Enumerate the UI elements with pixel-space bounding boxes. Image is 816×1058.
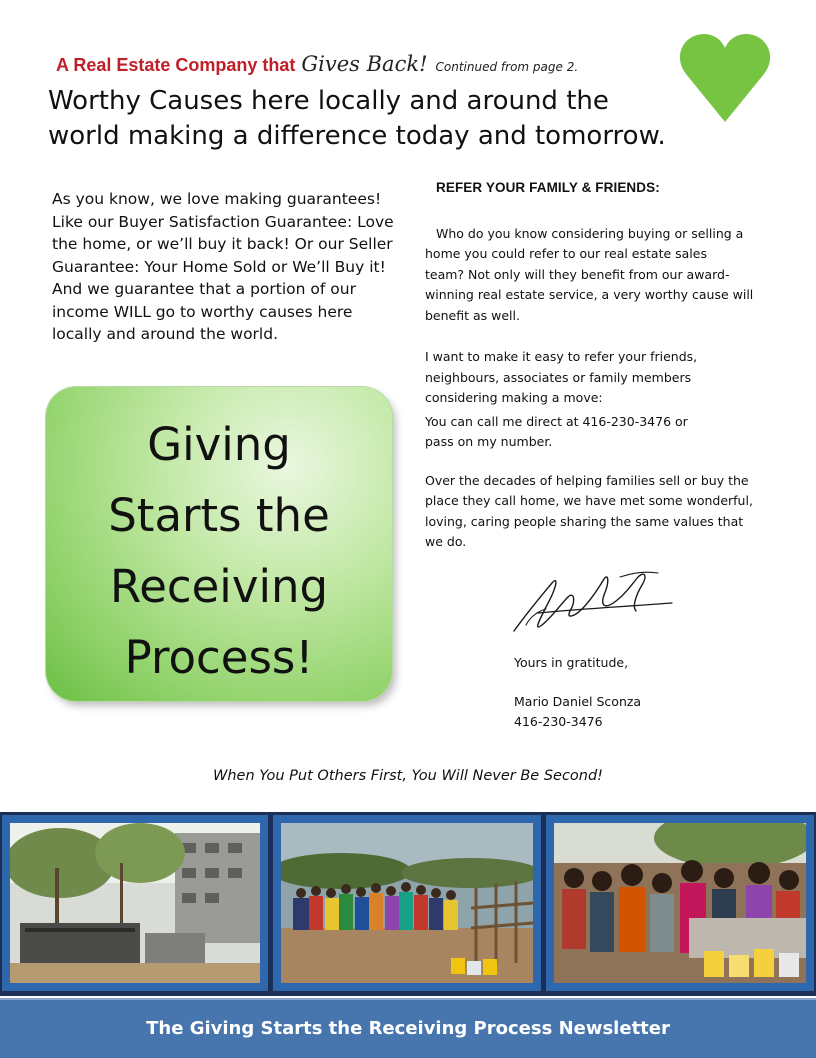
callout-line: Giving bbox=[147, 418, 291, 471]
refer-line: I want to make it easy to refer your friends, bbox=[425, 349, 698, 364]
crowd-photo bbox=[281, 823, 533, 983]
callout-box bbox=[46, 387, 392, 701]
intro-paragraph bbox=[52, 188, 392, 346]
headline-line: Worthy Causes here locally and around the bbox=[48, 86, 609, 116]
signer-name: Mario Daniel Sconza bbox=[514, 693, 642, 709]
continued-note: Continued from page 2. bbox=[435, 60, 579, 74]
signoff bbox=[514, 653, 641, 733]
photo-frame-crowd bbox=[273, 815, 541, 991]
refer-paragraph-2 bbox=[425, 347, 770, 409]
refer-paragraph-4 bbox=[425, 471, 770, 553]
callout-text bbox=[46, 409, 392, 693]
closing-text: Yours in gratitude, bbox=[514, 655, 629, 670]
intro-line: As you know, we love making guarantees! bbox=[52, 190, 382, 208]
refer-line: pass on my number. bbox=[425, 434, 553, 449]
photo-frame-construction bbox=[2, 815, 268, 991]
refer-line: neighbours, associates or family members bbox=[425, 369, 692, 385]
refer-paragraph-3 bbox=[425, 412, 770, 453]
closing-quote: When You Put Others First, You Will Never Be Second! bbox=[213, 768, 603, 784]
refer-line: place they call home, we have met some wonderful, bbox=[425, 493, 753, 508]
intro-line: income WILL go to worthy causes here bbox=[52, 302, 353, 321]
refer-line: loving, caring people sharing the same values that bbox=[425, 513, 744, 529]
photo-frame-children bbox=[546, 815, 814, 991]
heart-icon bbox=[680, 30, 770, 125]
callout-line: Receiving bbox=[109, 560, 329, 613]
photo-strip bbox=[0, 812, 816, 996]
refer-line: team? Not only will they benefit from our award- bbox=[425, 266, 730, 282]
header-line bbox=[56, 52, 578, 76]
children-photo bbox=[554, 823, 806, 983]
brand-tagline: A Real Estate Company that bbox=[56, 55, 296, 75]
refer-paragraph-1 bbox=[425, 224, 770, 327]
headline-line: world making a difference today and tomorrow. bbox=[48, 121, 666, 151]
signer-phone: 416-230-3476 bbox=[514, 714, 603, 729]
refer-heading: REFER YOUR FAMILY & FRIENDS: bbox=[436, 180, 660, 195]
refer-section bbox=[425, 178, 770, 553]
refer-line: home you could refer to our real estate sales bbox=[425, 246, 707, 261]
refer-line: considering making a move: bbox=[425, 390, 603, 405]
intro-line: Guarantee: Your Home Sold or We’ll Buy it! bbox=[52, 257, 386, 276]
gives-back-script: Gives Back! bbox=[301, 52, 428, 76]
refer-line: You can call me direct at 416-230-3476 or bbox=[425, 413, 688, 429]
refer-line: Over the decades of helping families sell or buy the bbox=[425, 472, 749, 488]
callout-line: Starts the bbox=[108, 489, 330, 542]
refer-line: we do. bbox=[425, 534, 467, 549]
callout-line: Process! bbox=[124, 631, 314, 684]
refer-line: winning real estate service, a very worthy cause will bbox=[425, 287, 754, 302]
newsletter-title: The Giving Starts the Receiving Process Newsletter bbox=[146, 1018, 670, 1039]
intro-line: Like our Buyer Satisfaction Guarantee: Love bbox=[52, 212, 394, 231]
intro-line: And we guarantee that a portion of our bbox=[52, 280, 356, 298]
construction-photo bbox=[10, 823, 260, 983]
refer-line: benefit as well. bbox=[425, 307, 520, 323]
headline bbox=[48, 84, 688, 154]
footer-bar bbox=[0, 998, 816, 1058]
signature bbox=[508, 565, 678, 643]
intro-line: the home, or we’ll buy it back! Or our Seller bbox=[52, 235, 393, 253]
intro-line: locally and around the world. bbox=[52, 325, 279, 343]
refer-line: Who do you know considering buying or selling a bbox=[436, 225, 744, 241]
